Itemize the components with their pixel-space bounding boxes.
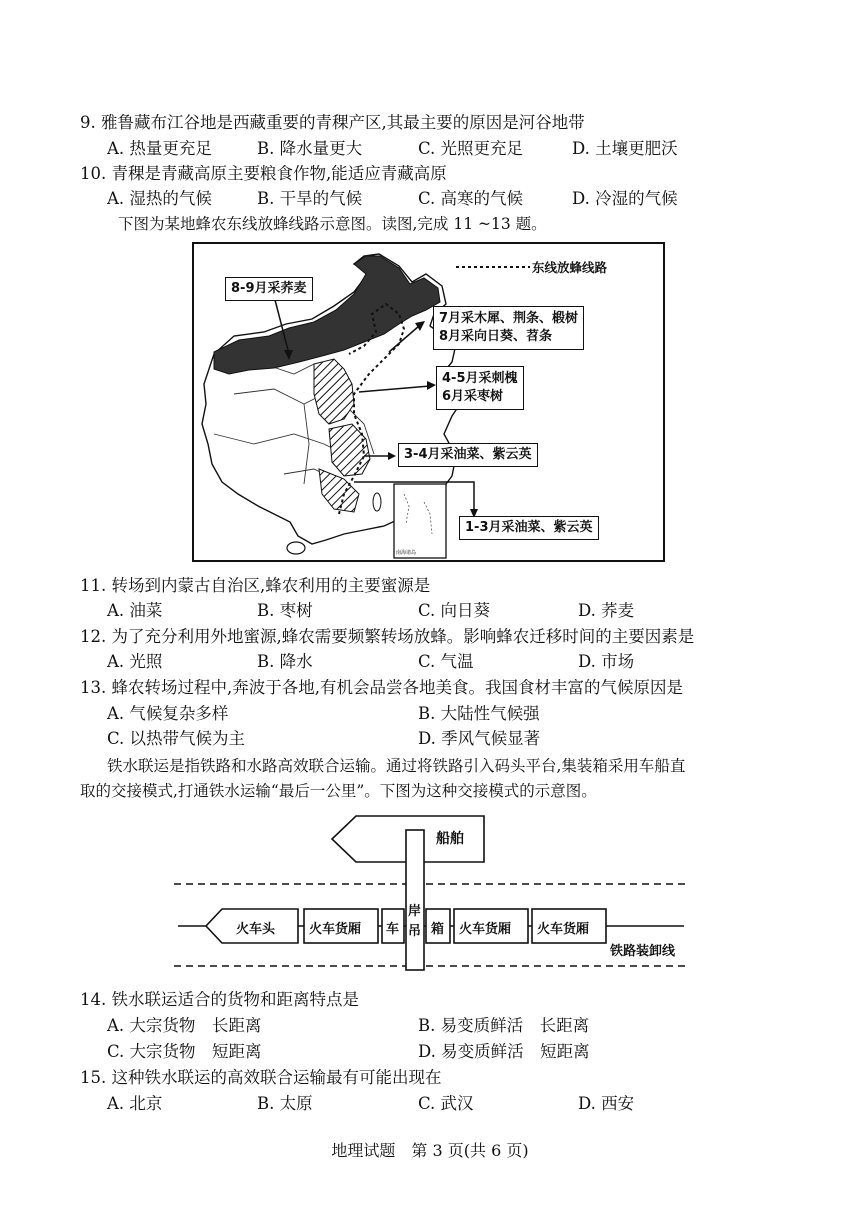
q13-stem: 13. 蜂农转场过程中,奔波于各地,有机会品尝各地美食。我国食材丰富的气候原因是: [80, 678, 683, 697]
q14-option-a: A. 大宗货物 长距离: [107, 1016, 262, 1035]
wagon-label-2: 火车货厢: [459, 922, 512, 937]
crane-label-2: 吊: [408, 924, 422, 939]
q9-option-d: D. 土壤更肥沃: [572, 139, 678, 158]
q13-option-c: C. 以热带气候为主: [107, 729, 246, 748]
q15-option-c: C. 武汉: [418, 1094, 474, 1113]
route-legend-label: 东线放蜂线路: [532, 260, 608, 275]
inset-label: 南海诸岛: [396, 550, 417, 556]
callout-middle-line1: 4-5月采刺槐: [442, 371, 518, 386]
taiwan-island: [373, 493, 381, 511]
q14-option-d: D. 易变质鲜活 短距离: [418, 1042, 590, 1061]
ship-label: 船舶: [436, 831, 464, 847]
callout-north-line2: 8月采向日葵、苕条: [439, 329, 553, 344]
south-china-sea-inset: [394, 484, 446, 558]
q10-stem: 10. 青稞是青藏高原主要粮食作物,能适应青藏高原: [80, 164, 447, 183]
intro-14-15-line2: 取的交接模式,打通铁水运输“最后一公里”。下图为这种交接模式的示意图。: [80, 782, 597, 800]
q11-option-b: B. 枣树: [257, 601, 313, 620]
car-label: 车: [386, 922, 400, 937]
q11-option-d: D. 荞麦: [578, 601, 635, 620]
callout-north-line1: 7月采木犀、荆条、椴树: [439, 311, 579, 326]
callout-yangtze: 3-4月采油菜、紫云英: [398, 443, 538, 467]
q15-option-b: B. 太原: [257, 1094, 313, 1113]
q12-option-b: B. 降水: [257, 652, 313, 671]
q12-option-c: C. 气温: [418, 652, 474, 671]
box-label: 箱: [431, 922, 445, 937]
callout-middle: [436, 366, 524, 410]
q12-option-d: D. 市场: [578, 652, 635, 671]
q11-stem: 11. 转场到内蒙古自治区,蜂农利用的主要蜜源是: [80, 576, 431, 595]
q11-option-c: C. 向日葵: [418, 601, 491, 620]
q9-option-b: B. 降水量更大: [257, 139, 363, 158]
q15-option-d: D. 西安: [578, 1094, 635, 1113]
q9-option-a: A. 热量更充足: [107, 139, 212, 158]
route-legend-line: [456, 264, 530, 270]
hainan-island: [287, 542, 305, 554]
track-label: 铁路装卸线: [610, 944, 676, 959]
callout-north: [433, 306, 584, 350]
q9-stem: 9. 雅鲁藏布江谷地是西藏重要的青稞产区,其最主要的原因是河谷地带: [80, 113, 585, 132]
q14-stem: 14. 铁水联运适合的货物和距离特点是: [80, 990, 359, 1009]
q13-option-b: B. 大陆性气候强: [418, 704, 540, 723]
q15-option-a: A. 北京: [107, 1094, 163, 1113]
crane-label-1: 岸: [408, 904, 422, 919]
q12-stem: 12. 为了充分利用外地蜜源,蜂农需要频繁转场放蜂。影响蜂农迁移时间的主要因素是: [80, 627, 695, 646]
intro-11-13: 下图为某地蜂农东线放蜂线路示意图。读图,完成 11 ~13 题。: [118, 215, 547, 233]
q10-option-d: D. 冷湿的气候: [572, 189, 678, 208]
q12-option-a: A. 光照: [107, 652, 163, 671]
q13-option-d: D. 季风气候显著: [418, 729, 541, 748]
q9-option-c: C. 光照更充足: [418, 139, 524, 158]
q15-stem: 15. 这种铁水联运的高效联合运输最有可能出现在: [80, 1068, 442, 1087]
rail-water-diagram: [170, 808, 690, 976]
callout-middle-line2: 6月采枣树: [442, 389, 504, 404]
callout-buckwheat: 8-9月采荞麦: [225, 277, 313, 301]
q11-option-a: A. 油菜: [107, 601, 163, 620]
q10-option-a: A. 湿热的气候: [107, 189, 212, 208]
q10-option-c: C. 高寒的气候: [418, 189, 524, 208]
q10-option-b: B. 干旱的气候: [257, 189, 363, 208]
page-footer: 地理试题 第 3 页(共 6 页): [331, 1141, 529, 1160]
locomotive-label: 火车头: [236, 922, 276, 937]
q14-option-b: B. 易变质鲜活 长距离: [418, 1016, 590, 1035]
wagon-label-3: 火车货厢: [537, 922, 590, 937]
q13-option-a: A. 气候复杂多样: [107, 704, 229, 723]
q14-option-c: C. 大宗货物 短距离: [107, 1042, 262, 1061]
intro-14-15-line1: 铁水联运是指铁路和水路高效联合运输。通过将铁路引入码头平台,集装箱采用车船直: [107, 757, 686, 775]
wagon-label-1: 火车货厢: [309, 922, 362, 937]
beekeeping-route-map: [192, 242, 665, 562]
callout-south: 1-3月采油菜、紫云英: [459, 516, 599, 540]
